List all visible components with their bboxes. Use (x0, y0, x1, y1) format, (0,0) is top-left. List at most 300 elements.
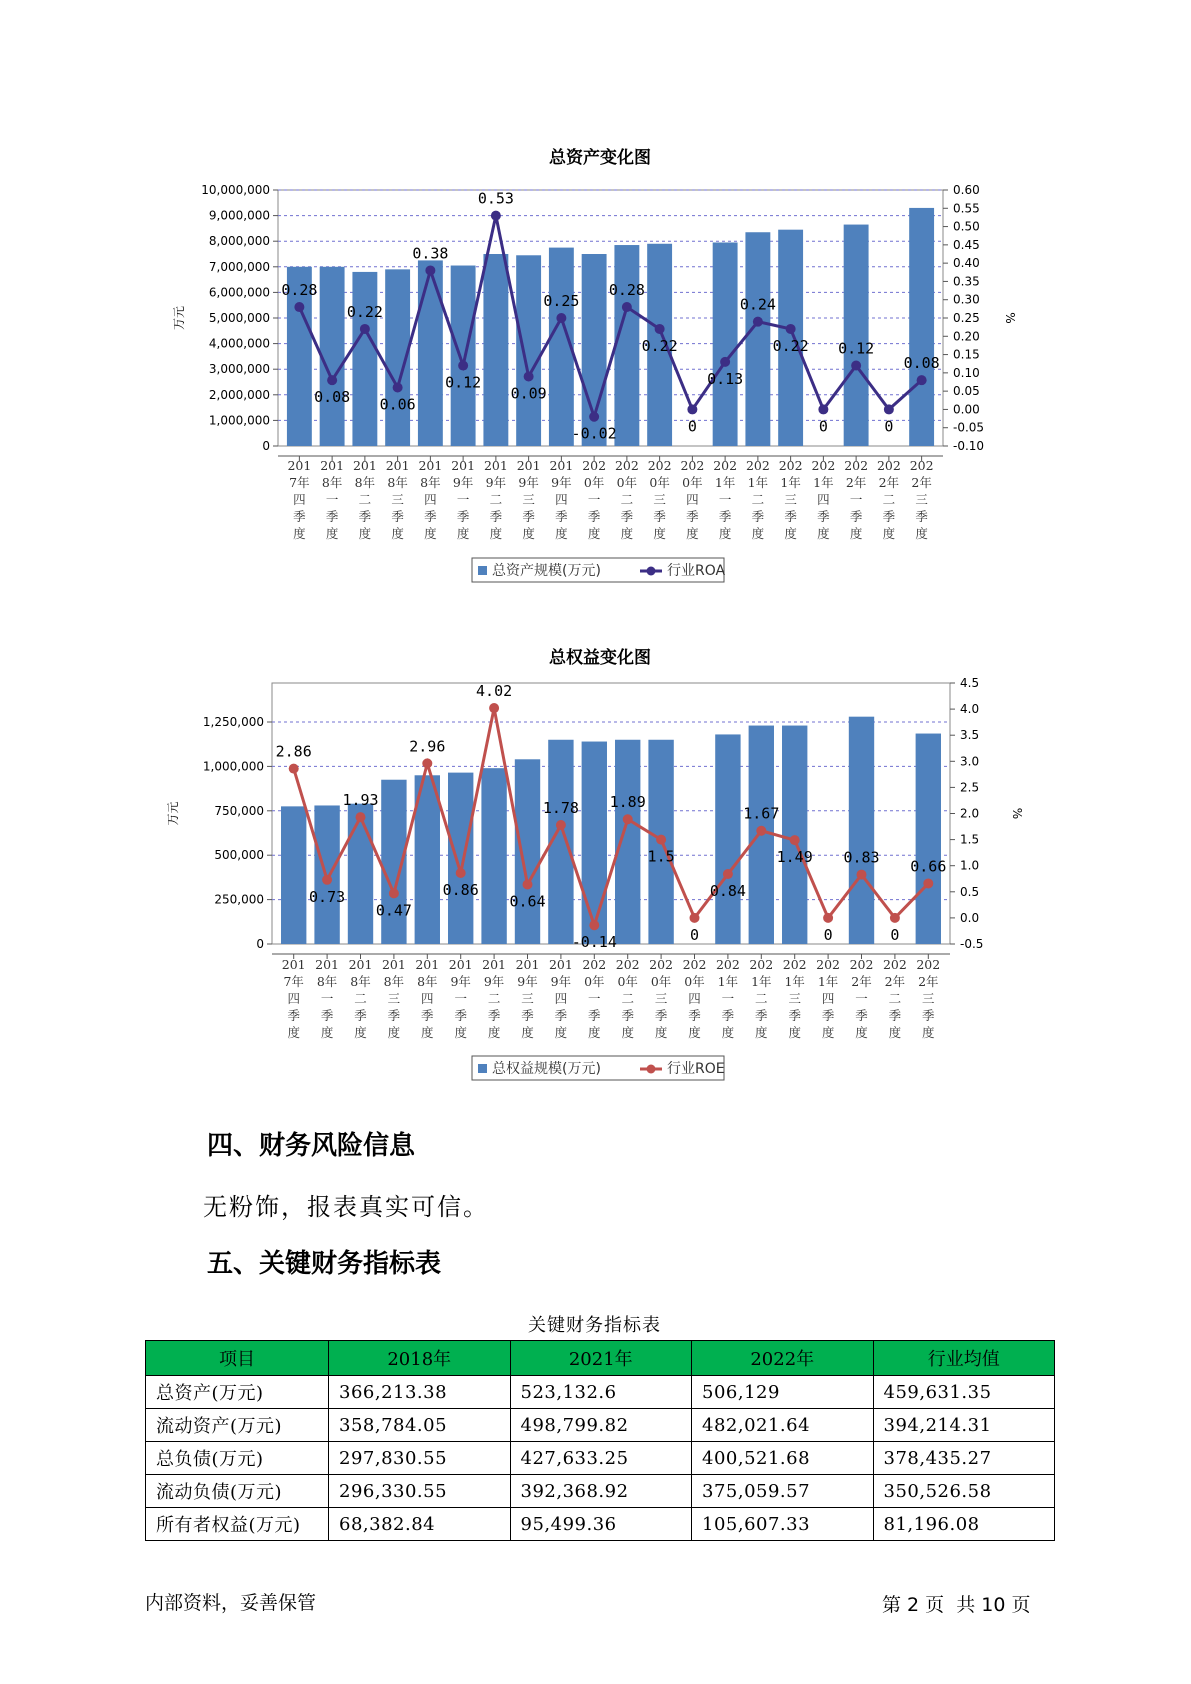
x-tick-label: 202 (916, 957, 941, 972)
y2-tick-label: -0.05 (953, 420, 985, 435)
line-point (790, 835, 800, 845)
x-tick-label: 一 (718, 492, 732, 507)
data-label: 0.47 (375, 901, 412, 920)
line-point (289, 764, 299, 774)
x-tick-label: 度 (654, 1025, 668, 1040)
x-tick-label: 季 (888, 1008, 902, 1023)
line-point (523, 879, 533, 889)
x-tick-label: 季 (817, 509, 830, 524)
x-tick-label: 8年 (354, 475, 376, 490)
x-tick-label: 季 (555, 509, 568, 524)
data-label: 0.53 (477, 189, 514, 208)
x-tick-label: 三 (788, 991, 801, 1006)
x-tick-label: 201 (548, 957, 573, 972)
y2-axis-unit: % (1003, 312, 1017, 324)
x-tick-label: 度 (915, 526, 928, 541)
x-tick-label: 度 (821, 1025, 835, 1040)
x-tick-label: 季 (654, 1008, 668, 1023)
x-tick-label: 三 (653, 492, 666, 507)
x-tick-label: 度 (587, 526, 601, 541)
x-tick-label: 度 (882, 526, 896, 541)
x-tick-label: 度 (421, 1025, 434, 1040)
bar (849, 717, 874, 944)
x-tick-label: 度 (855, 1025, 868, 1040)
bar (348, 804, 373, 944)
y-tick-label: 4,000,000 (208, 336, 270, 351)
table-caption: 关键财务指标表 (528, 1315, 661, 1336)
x-tick-label: 202 (647, 458, 672, 473)
data-label: 0 (890, 925, 900, 944)
line-point (857, 870, 867, 880)
x-tick-label: 8年 (350, 974, 371, 989)
x-tick-label: 季 (358, 509, 372, 524)
cell-value: 392,368.92 (510, 1475, 692, 1508)
x-tick-label: 一 (454, 991, 467, 1006)
x-tick-label: 7年 (289, 475, 310, 490)
x-tick-label: 201 (483, 458, 508, 473)
x-tick-label: 1年 (747, 475, 769, 490)
data-label: 1.78 (542, 798, 579, 817)
x-tick-label: 201 (315, 957, 340, 972)
line-point (623, 814, 633, 824)
x-tick-label: 度 (522, 526, 535, 541)
row-label: 流动资产(万元) (146, 1409, 329, 1442)
data-label: 0.24 (739, 295, 776, 314)
x-tick-label: 202 (615, 957, 640, 972)
data-label: 0.22 (641, 336, 678, 355)
y2-tick-label: 2.5 (960, 780, 980, 795)
line-point (756, 826, 766, 836)
line-point (723, 869, 733, 879)
header-industry-avg: 行业均值 (873, 1341, 1055, 1376)
data-label: 0.13 (707, 369, 744, 388)
bar (782, 726, 807, 944)
line-point (556, 820, 566, 830)
x-tick-label: 一 (456, 492, 470, 507)
table-row (146, 1376, 1055, 1409)
x-tick-label: 201 (448, 957, 473, 972)
data-label: 0.28 (281, 281, 318, 300)
x-tick-label: 四 (554, 991, 568, 1006)
x-tick-label: 季 (849, 509, 863, 524)
x-tick-label: 度 (621, 1025, 634, 1040)
key-financial-table (145, 1340, 1055, 1541)
data-label: 0.22 (346, 302, 383, 321)
x-tick-label: 1年 (717, 974, 739, 989)
cell-value: 81,196.08 (873, 1508, 1055, 1541)
x-tick-label: 季 (424, 509, 437, 524)
x-tick-label: 季 (621, 1008, 634, 1023)
kfi-heading: 五、关键财务指标表 (207, 1249, 442, 1279)
cell-value: 350,526.58 (873, 1475, 1055, 1508)
y-tick-label: 9,000,000 (208, 208, 270, 223)
x-tick-label: 度 (588, 1025, 601, 1040)
y2-tick-label: 0.55 (953, 201, 980, 216)
y2-axis-unit: % (1010, 807, 1024, 820)
x-tick-label: 1年 (714, 475, 736, 490)
y-tick-label: 6,000,000 (208, 285, 270, 300)
cell-value: 68,382.84 (329, 1508, 511, 1541)
data-label: 0.08 (314, 388, 351, 407)
y2-tick-label: 4.5 (960, 676, 980, 690)
x-tick-label: 度 (489, 526, 503, 541)
x-tick-label: 三 (922, 991, 935, 1006)
bar (281, 806, 306, 944)
data-label: 0.09 (510, 384, 547, 403)
line-point (356, 812, 366, 822)
chart2-title: 总权益变化图 (549, 648, 651, 668)
cell-value: 358,784.05 (329, 1409, 511, 1442)
line-point (422, 758, 432, 768)
x-tick-label: 度 (817, 526, 830, 541)
cell-value: 95,499.36 (510, 1508, 692, 1541)
data-label: 1.89 (609, 793, 646, 812)
x-tick-label: 度 (287, 1025, 300, 1040)
x-tick-label: 季 (487, 1008, 501, 1023)
y2-tick-label: 3.0 (960, 754, 980, 769)
bar (582, 742, 607, 944)
line-point (456, 868, 466, 878)
y2-tick-label: 1.0 (960, 858, 980, 873)
data-label: 1.67 (743, 804, 780, 823)
x-tick-label: 季 (718, 509, 732, 524)
x-tick-label: 9年 (517, 974, 538, 989)
x-tick-label: 201 (451, 458, 476, 473)
x-tick-label: 201 (415, 957, 440, 972)
x-tick-label: 一 (855, 991, 868, 1006)
x-tick-label: 季 (320, 1008, 334, 1023)
table-row (146, 1475, 1055, 1508)
x-tick-label: 202 (680, 458, 705, 473)
x-tick-label: 201 (385, 458, 410, 473)
x-tick-label: 二 (489, 492, 503, 507)
line-point (656, 835, 666, 845)
data-label: 0.64 (509, 892, 546, 911)
x-tick-label: 2年 (845, 475, 867, 490)
x-tick-label: 一 (587, 492, 601, 507)
legend-label: 行业ROA (667, 563, 726, 579)
y-tick-label: 7,000,000 (208, 259, 270, 274)
x-tick-label: 2年 (851, 974, 872, 989)
y-tick-label: 8,000,000 (208, 234, 270, 249)
x-tick-label: 度 (784, 526, 797, 541)
x-tick-label: 二 (755, 991, 768, 1006)
x-tick-label: 四 (555, 492, 568, 507)
line-point (690, 913, 700, 923)
row-label: 所有者权益(万元) (146, 1508, 329, 1541)
x-tick-label: 季 (653, 509, 666, 524)
x-tick-label: 度 (688, 1025, 701, 1040)
cell-value: 482,021.64 (692, 1409, 874, 1442)
y-tick-label: 3,000,000 (208, 362, 270, 377)
x-tick-label: 度 (718, 526, 732, 541)
bar (715, 734, 740, 944)
x-tick-label: 9年 (452, 475, 474, 490)
y-tick-label: 5,000,000 (208, 311, 270, 325)
legend-label: 总权益规模(万元) (492, 1061, 601, 1077)
cell-value: 523,132.6 (510, 1376, 692, 1409)
x-tick-label: 季 (293, 509, 306, 524)
x-tick-label: 0年 (617, 974, 638, 989)
x-tick-label: 202 (649, 957, 674, 972)
x-tick-label: 202 (582, 957, 607, 972)
y-tick-label: 1,250,000 (202, 715, 264, 729)
x-tick-label: 季 (821, 1008, 835, 1023)
x-tick-label: 度 (325, 526, 339, 541)
x-tick-label: 度 (653, 526, 666, 541)
x-tick-label: 9年 (550, 974, 572, 989)
x-tick-label: 季 (554, 1008, 568, 1023)
cell-value: 378,435.27 (873, 1442, 1055, 1475)
row-label: 总负债(万元) (146, 1442, 329, 1475)
x-tick-label: 度 (521, 1025, 534, 1040)
x-tick-label: 季 (915, 509, 928, 524)
x-tick-label: 三 (915, 492, 928, 507)
data-label: 1.49 (776, 848, 813, 867)
x-tick-label: 201 (418, 458, 443, 473)
x-tick-label: 四 (424, 492, 437, 507)
x-tick-label: 季 (456, 509, 470, 524)
x-tick-label: 季 (784, 509, 797, 524)
x-tick-label: 2年 (878, 475, 900, 490)
x-tick-label: 度 (391, 526, 404, 541)
line-point (489, 703, 499, 713)
x-tick-label: 8年 (321, 475, 343, 490)
data-label: 0.12 (838, 339, 875, 358)
footer-left: 内部资料，妥善保管 (145, 1592, 317, 1614)
x-tick-label: 202 (811, 458, 836, 473)
x-tick-label: 四 (688, 991, 701, 1006)
y-axis-unit: 万元 (166, 801, 180, 826)
x-tick-label: 0年 (684, 974, 705, 989)
x-tick-label: 202 (682, 957, 707, 972)
cell-value: 366,213.38 (329, 1376, 511, 1409)
line-point (589, 920, 599, 930)
x-tick-label: 2年 (884, 974, 906, 989)
x-tick-label: 度 (554, 1025, 568, 1040)
y-tick-label: 0 (262, 439, 270, 453)
bar (448, 773, 473, 944)
x-tick-label: 度 (849, 526, 863, 541)
x-tick-label: 三 (387, 991, 401, 1006)
x-tick-label: 季 (421, 1008, 434, 1023)
x-tick-label: 8年 (387, 475, 408, 490)
x-tick-label: 度 (686, 526, 699, 541)
x-tick-label: 201 (352, 458, 377, 473)
x-tick-label: 二 (882, 492, 896, 507)
data-label: 2.86 (275, 742, 312, 761)
x-tick-label: 季 (788, 1008, 801, 1023)
x-tick-label: 8年 (316, 974, 338, 989)
x-tick-label: 202 (582, 458, 607, 473)
x-tick-label: 202 (782, 957, 807, 972)
x-tick-label: 度 (454, 1025, 467, 1040)
y2-tick-label: 0.35 (953, 274, 980, 289)
x-tick-label: 1年 (813, 475, 834, 490)
x-tick-label: 8年 (420, 475, 441, 490)
cell-value: 375,059.57 (692, 1475, 874, 1508)
x-tick-label: 0年 (650, 974, 672, 989)
x-tick-label: 季 (391, 509, 404, 524)
legend-label: 总资产规模(万元) (492, 563, 601, 579)
x-tick-label: 1年 (784, 974, 805, 989)
y2-tick-label: 0.00 (953, 402, 980, 417)
data-label: 0 (687, 417, 697, 436)
legend-line-marker (647, 1065, 656, 1074)
data-label: 0 (818, 417, 828, 436)
x-tick-label: 202 (614, 458, 639, 473)
x-tick-label: 度 (751, 526, 765, 541)
cell-value: 296,330.55 (329, 1475, 511, 1508)
cell-value: 394,214.31 (873, 1409, 1055, 1442)
y-tick-label: 500,000 (214, 848, 264, 863)
x-tick-label: 2年 (911, 475, 932, 490)
legend (472, 1056, 725, 1080)
x-tick-label: 一 (588, 991, 601, 1006)
data-label: 0.12 (445, 373, 482, 392)
x-tick-label: 度 (456, 526, 470, 541)
x-tick-label: 季 (489, 509, 503, 524)
bar (515, 759, 540, 944)
x-tick-label: 一 (320, 991, 334, 1006)
data-label: 4.02 (476, 682, 513, 701)
y2-tick-label: 0.5 (960, 884, 980, 899)
cell-value: 498,799.82 (510, 1409, 692, 1442)
y2-tick-label: 0.25 (953, 311, 980, 325)
data-label: 0.84 (709, 882, 746, 901)
x-tick-label: 201 (515, 957, 540, 972)
x-tick-label: 201 (516, 458, 541, 473)
x-tick-label: 季 (587, 509, 601, 524)
x-tick-label: 二 (888, 991, 902, 1006)
x-tick-label: 度 (354, 1025, 367, 1040)
x-tick-label: 0年 (682, 475, 703, 490)
x-tick-label: 1年 (817, 974, 839, 989)
header-item: 项目 (146, 1341, 329, 1376)
x-tick-label: 度 (922, 1025, 935, 1040)
x-tick-label: 二 (358, 492, 372, 507)
x-tick-label: 7年 (283, 974, 304, 989)
x-tick-label: 9年 (483, 974, 505, 989)
cell-value: 297,830.55 (329, 1442, 511, 1475)
data-label: 0 (823, 925, 833, 944)
x-tick-label: 度 (721, 1025, 735, 1040)
x-tick-label: 二 (487, 991, 501, 1006)
table-row (146, 1442, 1055, 1475)
x-tick-label: 四 (421, 991, 434, 1006)
x-tick-label: 0年 (649, 475, 670, 490)
x-tick-label: 201 (281, 957, 306, 972)
x-tick-label: 1年 (751, 974, 772, 989)
x-tick-label: 三 (654, 991, 668, 1006)
x-tick-label: 季 (325, 509, 339, 524)
data-label: 0 (884, 417, 894, 436)
x-tick-label: 一 (325, 492, 339, 507)
y-tick-label: 1,000,000 (202, 759, 264, 774)
y2-tick-label: 0.0 (960, 910, 980, 925)
x-tick-label: 201 (348, 957, 373, 972)
x-tick-label: 202 (909, 458, 934, 473)
data-label: 0 (689, 925, 700, 944)
x-tick-label: 三 (522, 492, 535, 507)
line-point (389, 888, 399, 898)
x-tick-label: 9年 (450, 974, 471, 989)
line-point (823, 913, 833, 923)
x-tick-label: 季 (751, 509, 765, 524)
x-tick-label: 季 (521, 1008, 534, 1023)
y-tick-label: 750,000 (214, 803, 264, 818)
x-tick-label: 201 (287, 458, 312, 473)
x-tick-label: 季 (755, 1008, 768, 1023)
data-label: -0.14 (571, 933, 617, 952)
x-tick-label: 季 (721, 1008, 735, 1023)
x-tick-label: 201 (549, 458, 574, 473)
bar (481, 768, 506, 944)
x-tick-label: 0年 (584, 974, 605, 989)
x-tick-label: 202 (816, 957, 841, 972)
header-2022: 2022年 (692, 1341, 874, 1376)
x-tick-label: 三 (784, 492, 797, 507)
x-tick-label: 202 (745, 458, 770, 473)
x-tick-label: 季 (522, 509, 535, 524)
data-label: 0.66 (910, 857, 947, 876)
bar (916, 734, 941, 944)
row-label: 总资产(万元) (146, 1376, 329, 1409)
x-tick-label: 二 (354, 991, 367, 1006)
y2-tick-label: 0.10 (953, 365, 980, 380)
x-tick-label: 四 (293, 492, 306, 507)
x-tick-label: 202 (844, 458, 869, 473)
cell-value: 459,631.35 (873, 1376, 1055, 1409)
risk-heading: 四、财务风险信息 (207, 1131, 416, 1161)
y-axis-unit: 万元 (172, 305, 186, 331)
x-tick-label: 度 (387, 1025, 401, 1040)
y2-tick-label: 4.0 (960, 702, 980, 717)
data-label: 1.93 (342, 791, 379, 810)
data-label: 0.06 (379, 395, 416, 414)
x-tick-label: 201 (381, 957, 406, 972)
x-tick-label: 202 (778, 458, 803, 473)
x-tick-label: 度 (293, 526, 306, 541)
x-tick-label: 度 (358, 526, 372, 541)
x-tick-label: 四 (817, 492, 830, 507)
cell-value: 400,521.68 (692, 1442, 874, 1475)
x-tick-label: 二 (751, 492, 765, 507)
y2-tick-label: 0.45 (953, 237, 980, 252)
x-tick-label: 9年 (518, 475, 539, 490)
x-tick-label: 度 (320, 1025, 334, 1040)
x-tick-label: 三 (521, 991, 534, 1006)
data-label: 0.28 (608, 281, 645, 300)
x-tick-label: 一 (849, 492, 863, 507)
x-tick-label: 202 (849, 957, 874, 972)
line-point (923, 878, 933, 888)
x-tick-label: 8年 (417, 974, 438, 989)
risk-text: 无粉饰，报表真实可信。 (203, 1193, 489, 1221)
x-tick-label: 201 (482, 957, 507, 972)
x-tick-label: 202 (882, 957, 907, 972)
x-tick-label: 季 (387, 1008, 401, 1023)
y2-tick-label: 2.0 (960, 806, 980, 821)
row-label: 流动负债(万元) (146, 1475, 329, 1508)
y2-tick-label: 0.50 (953, 219, 980, 234)
data-label: 0.25 (543, 292, 580, 310)
data-label: 0.38 (412, 244, 449, 263)
x-tick-label: 202 (749, 957, 774, 972)
data-label: 0.73 (309, 887, 346, 906)
y2-tick-label: -0.5 (960, 937, 984, 951)
y-tick-label: 250,000 (214, 892, 264, 907)
